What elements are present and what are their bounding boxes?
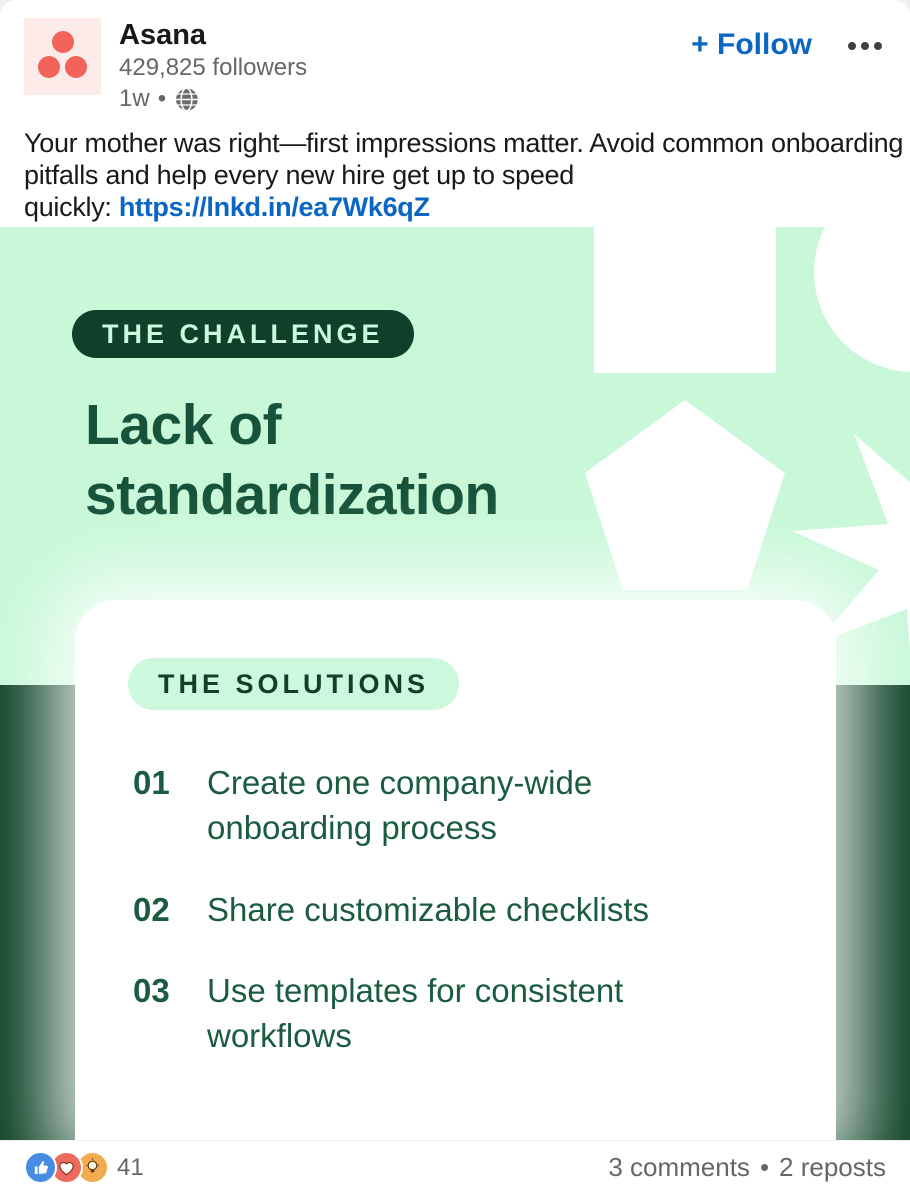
solution-text: Share customizable checklists: [207, 891, 650, 928]
timestamp-separator: •: [157, 85, 167, 112]
solution-number: 01: [133, 764, 170, 801]
solution-text: Use templates for consistent workflows: [207, 972, 624, 1054]
graphic-headline: [85, 390, 499, 530]
overflow-menu-icon[interactable]: [848, 42, 882, 50]
like-thumbs-up-icon[interactable]: [24, 1151, 57, 1184]
engagement-bar: [0, 1140, 910, 1194]
solutions-badge: THE SOLUTIONS: [128, 658, 459, 710]
solution-item: [133, 887, 649, 932]
challenge-badge: THE CHALLENGE: [72, 310, 414, 358]
timestamp: 1w: [119, 85, 150, 112]
white-square-shape: [594, 227, 776, 373]
white-circle-shape: [814, 227, 910, 372]
asana-logo-dot: [38, 56, 60, 78]
post-text-line: pitfalls and help every new hire get up to speed: [24, 160, 574, 190]
post-text-prefix: quickly:: [24, 192, 119, 222]
reposts-count[interactable]: 2 reposts: [779, 1152, 886, 1182]
post-text: [0, 113, 910, 223]
post-text-line: [24, 191, 886, 223]
company-avatar[interactable]: [24, 18, 101, 95]
reactions-group[interactable]: [24, 1151, 109, 1184]
dot-separator: •: [759, 1152, 770, 1182]
solution-item: [133, 968, 707, 1058]
comments-reposts: [608, 1152, 886, 1183]
reactions-count[interactable]: 41: [117, 1153, 144, 1181]
solution-number: 03: [133, 972, 170, 1009]
globe-visibility-icon: [174, 87, 199, 112]
solutions-card: [75, 600, 836, 1140]
company-name[interactable]: Asana: [119, 19, 207, 51]
headline-line2: standardization: [85, 463, 499, 527]
headline-line1: Lack of: [85, 393, 282, 457]
white-pentagon-shape: [585, 400, 785, 590]
post-text-line: Your mother was right—first impressions matter. Avoid common onboarding: [24, 128, 904, 158]
timestamp-row: [119, 85, 691, 113]
asana-logo-dot: [65, 56, 87, 78]
comments-count[interactable]: 3 comments: [608, 1152, 750, 1182]
solution-text: Create one company-wide onboarding process: [207, 764, 593, 846]
solution-number: 02: [133, 891, 170, 928]
solution-item: [133, 760, 707, 850]
post-header: [0, 0, 910, 113]
followers-count: 429,825 followers: [119, 54, 308, 81]
follow-button[interactable]: + Follow: [691, 28, 812, 61]
header-text-column: [119, 18, 691, 113]
post-image[interactable]: [0, 227, 910, 1140]
post-link[interactable]: https://lnkd.in/ea7Wk6qZ: [118, 192, 430, 222]
asana-logo-dot: [52, 31, 74, 53]
